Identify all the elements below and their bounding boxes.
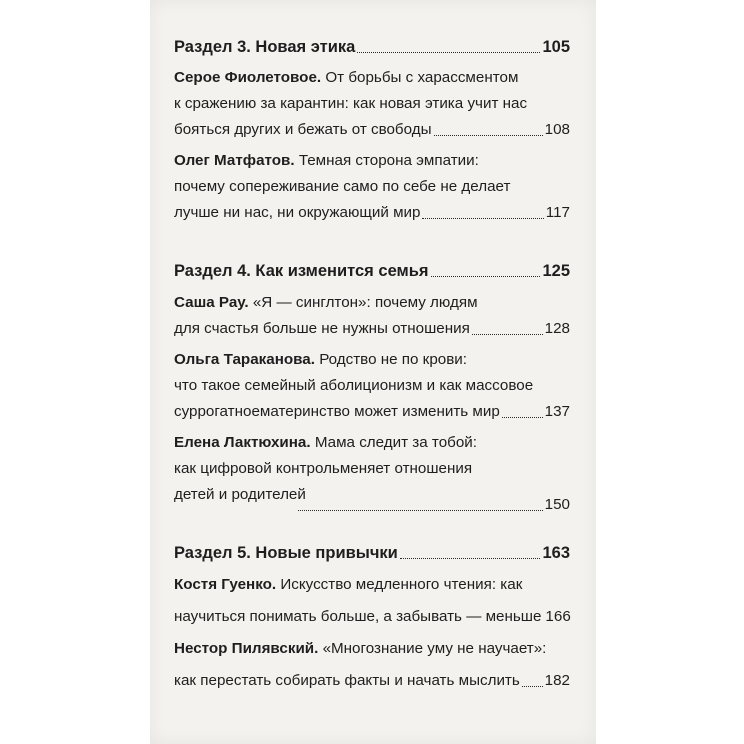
- article-title: От борьбы с харассментом: [321, 69, 519, 86]
- section-title: Раздел 4. Как изменится семья: [174, 262, 429, 280]
- article-title: Родство не по крови:: [314, 351, 467, 368]
- article-title: как перестать собирать факты и начать мыслить: [174, 672, 520, 689]
- page-number: 150: [544, 496, 570, 513]
- article-author: Елена Лактюхина.: [174, 434, 311, 451]
- page-number: 125: [542, 262, 570, 280]
- page-number: 182: [544, 672, 570, 689]
- section-3-heading: [174, 33, 570, 57]
- toc-entry-line: [174, 173, 570, 197]
- toc-entry-line: [174, 429, 570, 453]
- section-title: Раздел 3. Новая этика: [174, 38, 356, 56]
- article-title: почему сопереживание само по себе не делает: [174, 178, 511, 195]
- toc-entry-line: [174, 116, 570, 140]
- page-number: 117: [545, 204, 570, 221]
- dot-leader: [298, 509, 542, 511]
- article-title: Темная сторона эмпатии:: [294, 152, 479, 169]
- page-number: 128: [544, 320, 570, 337]
- page-number: 163: [542, 544, 570, 562]
- toc-entry-line: [174, 64, 570, 88]
- article-title: лучше ни нас, ни окружающий мир: [174, 204, 421, 221]
- toc-entry-line: [174, 90, 570, 114]
- dot-leader: [522, 685, 543, 687]
- article-title: суррогатноематеринство может изменить мир: [174, 403, 500, 420]
- toc-entry-line: [174, 455, 570, 479]
- section-title: Раздел 5. Новые привычки: [174, 544, 398, 562]
- section-5-heading: [174, 539, 570, 563]
- article-title: детей и родителей: [174, 486, 306, 503]
- toc-entry-line: [174, 346, 570, 370]
- article-author: Олег Матфатов.: [174, 152, 295, 169]
- dot-leader: [357, 51, 540, 53]
- toc-entry-line: [174, 398, 570, 422]
- dot-leader: [472, 333, 543, 335]
- toc-entry-line: [174, 315, 570, 339]
- toc-entry-line: [174, 289, 570, 313]
- toc-entry-line: [174, 571, 570, 595]
- toc-entry-line: [174, 667, 570, 691]
- dot-leader: [422, 217, 543, 219]
- toc-entry-line: [174, 147, 570, 171]
- dot-leader: [502, 416, 543, 418]
- toc-entry-line: [174, 603, 570, 627]
- article-author: Ольга Тараканова.: [174, 351, 315, 368]
- article-title: для счастья больше не нужны отношения: [174, 320, 470, 337]
- page-number: 137: [544, 403, 570, 420]
- toc-entry-line: [174, 199, 570, 223]
- toc-entry-line: [174, 635, 570, 659]
- article-author: Нестор Пилявский.: [174, 640, 319, 657]
- dot-leader: [434, 134, 543, 136]
- article-author: Саша Рау.: [174, 294, 249, 311]
- article-title: Мама следит за тобой:: [310, 434, 478, 451]
- article-title: что такое семейный аболиционизм и как массовое: [174, 377, 534, 394]
- article-title: к сражению за карантин: как новая этика учит нас: [174, 95, 528, 112]
- dot-leader: [400, 557, 541, 559]
- article-author: Серое Фиолетовое.: [174, 69, 322, 86]
- section-4-heading: [174, 257, 570, 281]
- toc-entry-line: [174, 372, 570, 396]
- article-title: «Многознание уму не научает»:: [318, 640, 547, 657]
- article-title: научиться понимать больше, а забывать — меньше: [174, 608, 542, 625]
- article-title: как цифровой контрольменяет отношения: [174, 460, 473, 477]
- dot-leader: [431, 275, 541, 277]
- page-number: 108: [544, 121, 570, 138]
- article-title: Искусство медленного чтения: как: [276, 576, 523, 593]
- article-title: бояться других и бежать от свободы: [174, 121, 432, 138]
- article-title: «Я — синглтон»: почему людям: [248, 294, 478, 311]
- page-number: 166: [545, 608, 571, 625]
- toc-entry-line: [174, 491, 570, 515]
- page-number: 105: [542, 38, 570, 56]
- article-author: Костя Гуенко.: [174, 576, 277, 593]
